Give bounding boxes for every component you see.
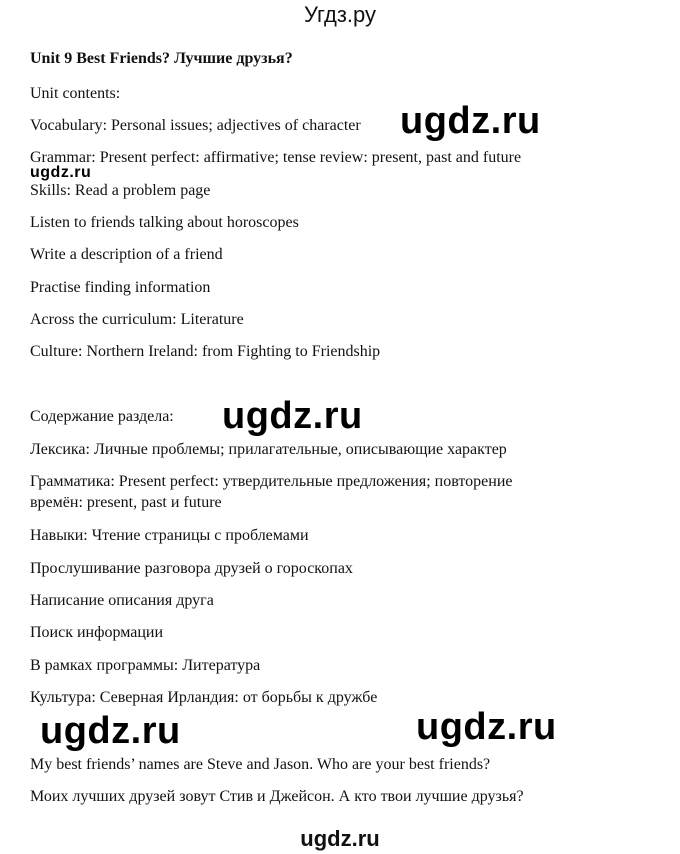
watermark: ugdz.ru — [416, 706, 557, 748]
russian-line: Лексика: Личные проблемы; прилагательные, описывающие характер — [30, 441, 507, 458]
watermark: ugdz.ru — [222, 395, 363, 437]
english-line: Practise finding information — [30, 279, 211, 296]
english-line: Vocabulary: Personal issues; adjectives of character — [30, 117, 361, 134]
russian-line: Поиск информации — [30, 624, 164, 641]
english-line: Across the curriculum: Literature — [30, 311, 244, 328]
watermark: ugdz.ru — [400, 100, 541, 142]
russian-line: Прослушивание разговора друзей о гороскопах — [30, 560, 353, 577]
watermark: ugdz.ru — [30, 164, 92, 181]
unit-title: Unit 9 Best Friends? Лучшие друзья? — [30, 50, 293, 67]
russian-line: Навыки: Чтение страницы с проблемами — [30, 527, 309, 544]
russian-line: В рамках программы: Литература — [30, 657, 261, 674]
question-russian: Моих лучших друзей зовут Стив и Джейсон. А кто твои лучшие друзья? — [30, 788, 524, 805]
russian-line: Культура: Северная Ирландия: от борьбы к дружбе — [30, 689, 378, 706]
site-title: Угдз.ру — [303, 2, 377, 27]
footer-watermark: ugdz.ru — [300, 826, 380, 851]
russian-line: времён: present, past и future — [30, 494, 222, 511]
russian-line: Содержание раздела: — [30, 408, 174, 425]
watermark: ugdz.ru — [40, 710, 181, 752]
english-line: Unit contents: — [30, 85, 121, 102]
english-line: Listen to friends talking about horoscopes — [30, 214, 299, 231]
english-line: Write a description of a friend — [30, 246, 223, 263]
question-english: My best friends’ names are Steve and Jason. Who are your best friends? — [30, 756, 491, 773]
english-line: Grammar: Present perfect: affirmative; tense review: present, past and future — [30, 149, 522, 166]
russian-line: Написание описания друга — [30, 592, 214, 609]
russian-line: Грамматика: Present perfect: утвердительные предложения; повторение — [30, 473, 513, 490]
english-line: Skills: Read a problem page — [30, 182, 211, 199]
english-line: Culture: Northern Ireland: from Fighting to Friendship — [30, 343, 381, 360]
